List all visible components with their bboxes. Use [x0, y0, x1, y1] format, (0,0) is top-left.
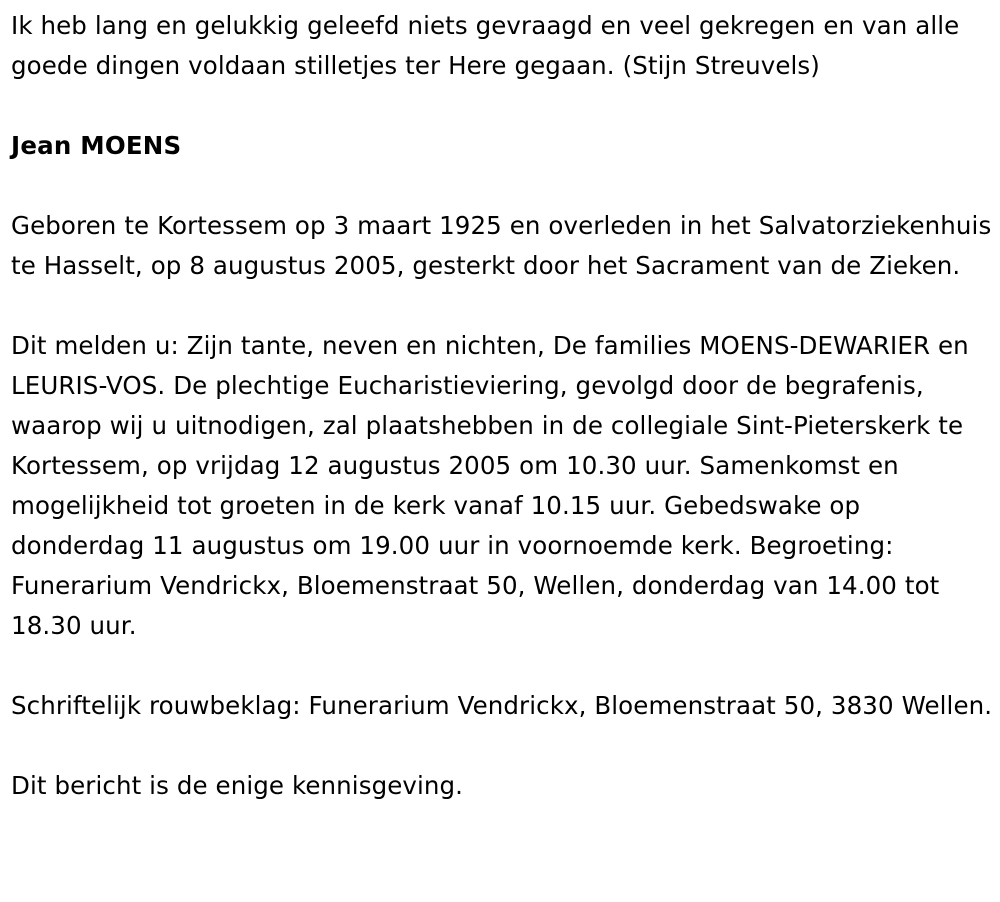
condolences-paragraph: Schriftelijk rouwbeklag: Funerarium Vendrickx, Bloemenstraat 50, 3830 Wellen.	[11, 691, 993, 720]
deceased-name: Jean MOENS	[11, 131, 182, 160]
announcement-paragraph: Dit melden u: Zijn tante, neven en nichten, De families MOENS-DEWARIER en LEURIS-VOS. De plechtige Eucharistieviering, gevolgd door de begrafenis, waarop wij u uitnodigen, zal plaatshebben in de collegiale Sint-Pieterskerk te Kortessem, op vrijdag 12 augustus 2005 om 10.30 uur. Samenkomst en mogelijkheid tot groeten in de kerk vanaf 10.15 uur. Gebedswake op donderdag 11 augustus om 19.00 uur in voornoemde kerk. Begroeting: Funerarium Vendrickx, Bloemenstraat 50, Wellen, donderdag van 14.00 tot 18.30 uur.	[11, 331, 969, 640]
quote-paragraph: Ik heb lang en gelukkig geleefd niets gevraagd en veel gekregen en van alle goede dingen voldaan stilletjes ter Here gegaan. (Stijn Streuvels)	[11, 11, 960, 80]
birth-death-paragraph: Geboren te Kortessem op 3 maart 1925 en overleden in het Salvatorziekenhuis te Hasselt, op 8 augustus 2005, gesterkt door het Sacrament van de Zieken.	[11, 211, 992, 280]
obituary-notice	[11, 6, 996, 846]
closing-paragraph: Dit bericht is de enige kennisgeving.	[11, 771, 464, 800]
